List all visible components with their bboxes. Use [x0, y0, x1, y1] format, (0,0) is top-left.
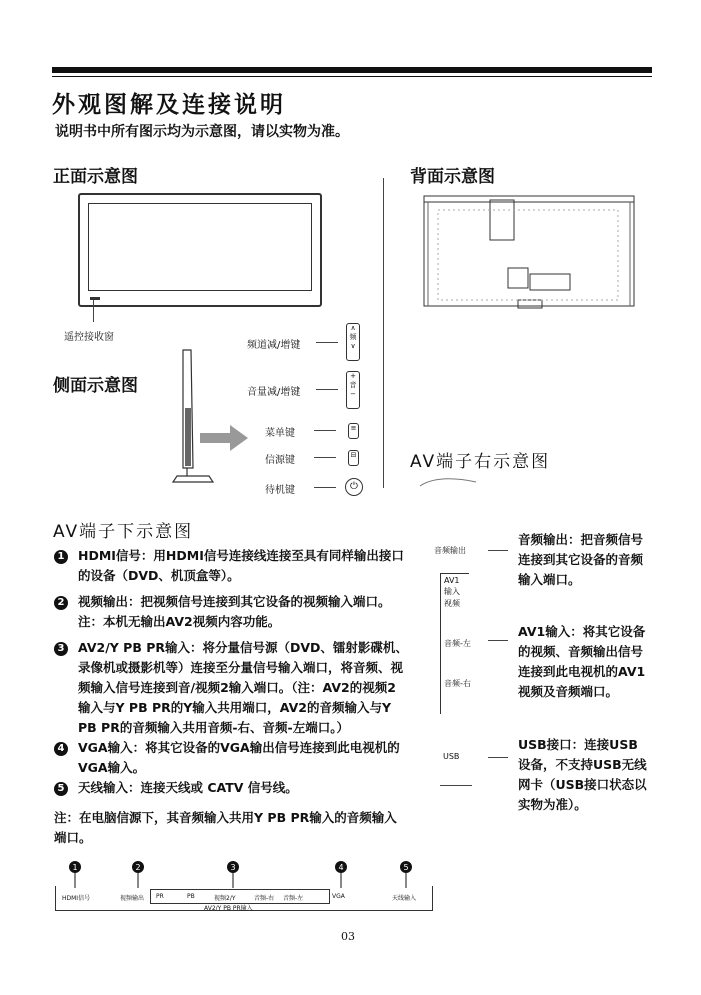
volume-icon: + 音 −	[346, 371, 360, 409]
pin-5-icon	[399, 860, 413, 892]
key-label-channel: 频道减/增键	[247, 340, 301, 351]
key-label-volume: 音量减/增键	[247, 387, 301, 398]
strip-label-video2y: 视频2/Y	[214, 895, 236, 902]
strip-label-pr: PR	[156, 893, 164, 900]
strip-label-hdmi: HDMI信号	[62, 895, 91, 902]
item-text-2: 视频输出：把视频信号连接到其它设备的视频输入端口。注：本机无输出AV2视频内容功能。	[78, 594, 391, 629]
note-audio-out: 音频输出：把音频信号连接到其它设备的音频输入端口。	[518, 532, 644, 587]
svg-text:3: 3	[230, 863, 236, 872]
av-down-heading: AV端子下示意图	[53, 522, 194, 542]
remote-sensor-icon	[90, 297, 100, 300]
back-heading: 背面示意图	[410, 167, 495, 187]
cable-wave-icon	[418, 474, 478, 494]
item-text-4: VGA输入：将其它设备的VGA输出信号连接到此电视机的VGA输入。	[78, 740, 400, 775]
svg-text:4: 4	[338, 863, 344, 872]
header-rule-thick	[52, 67, 652, 73]
av-right-panel: AV1 输入 视频 音频-左 音频-右	[440, 573, 469, 714]
remote-sensor-label: 遥控接收窗	[64, 332, 114, 343]
pin-3-icon	[226, 860, 240, 892]
strip-label-audio-r: 音频-右	[254, 895, 275, 902]
power-icon: ⏻	[345, 478, 363, 496]
front-heading: 正面示意图	[53, 167, 138, 187]
port-audio-out-label: 音频输出	[434, 546, 466, 555]
item-number-1: 1	[54, 550, 68, 564]
strip-label-video-out: 视频输出	[120, 895, 145, 902]
strip-label-pb: PB	[187, 893, 195, 900]
strip-label-av2-group: AV2/Y PB PR输入	[204, 905, 253, 912]
key-label-menu: 菜单键	[265, 428, 295, 439]
port-usb-label: USB	[443, 752, 460, 761]
item-text-5: 天线输入：连接天线或 CATV 信号线。	[78, 780, 298, 795]
page-number: 03	[341, 930, 355, 943]
header-rule-thin	[52, 76, 652, 77]
front-tv-illustration	[78, 193, 322, 307]
strip-label-antenna: 天线输入	[392, 895, 417, 902]
item-number-3: 3	[54, 642, 68, 656]
item-text-3: AV2/Y PB PR输入：将分量信号源（DVD、镭射影碟机、录像机或摄影机等）连接至分量信号输入端口，将音频、视频输入信号连接到音/视频2输入端口。（注：AV2的视频2输入与Y PB PR的Y输入共用端口，AV2的音频输入与Y PB PR的音频输入共用音频-右、音频-左端口。）	[78, 640, 408, 735]
svg-text:2: 2	[135, 863, 141, 872]
strip-label-audio-l: 音频-左	[283, 895, 304, 902]
source-icon: ⊟	[348, 450, 359, 466]
page-title: 外观图解及连接说明	[52, 92, 286, 118]
note-usb: USB接口：连接USB设备，不支持USB无线网卡（USB接口状态以实物为准）。	[518, 737, 647, 812]
svg-text:1: 1	[72, 863, 78, 872]
channel-icon: ∧ 频 ∨	[346, 323, 360, 361]
note-av1-input: AV1输入：将其它设备的视频、音频输出信号连接到此电视机的AV1视频及音频端口。	[518, 624, 646, 699]
pc-audio-note: 注：在电脑信源下，其音频输入共用Y PB PR输入的音频输入端口。	[54, 810, 397, 845]
back-tv-illustration	[418, 190, 643, 315]
svg-text:5: 5	[403, 863, 409, 872]
pin-4-icon	[334, 860, 348, 892]
pin-2-icon	[131, 860, 145, 892]
column-divider	[383, 178, 384, 488]
item-number-5: 5	[54, 782, 68, 796]
page-subtitle: 说明书中所有图示均为示意图，请以实物为准。	[55, 124, 349, 140]
item-number-4: 4	[54, 742, 68, 756]
menu-icon: ≡	[348, 423, 359, 439]
side-heading: 侧面示意图	[53, 376, 138, 396]
remote-pointer	[93, 300, 94, 322]
key-label-power: 待机键	[265, 485, 295, 496]
side-tv-illustration	[165, 348, 225, 490]
arrow-icon	[200, 425, 248, 455]
item-text-1: HDMI信号：用HDMI信号连接线连接至具有同样输出接口的设备（DVD、机顶盒等）。	[78, 548, 404, 583]
av-right-heading: AV端子右示意图	[410, 452, 551, 472]
strip-label-vga: VGA	[332, 893, 345, 900]
key-label-source: 信源键	[265, 455, 295, 466]
item-number-2: 2	[54, 596, 68, 610]
pin-1-icon	[68, 860, 82, 892]
